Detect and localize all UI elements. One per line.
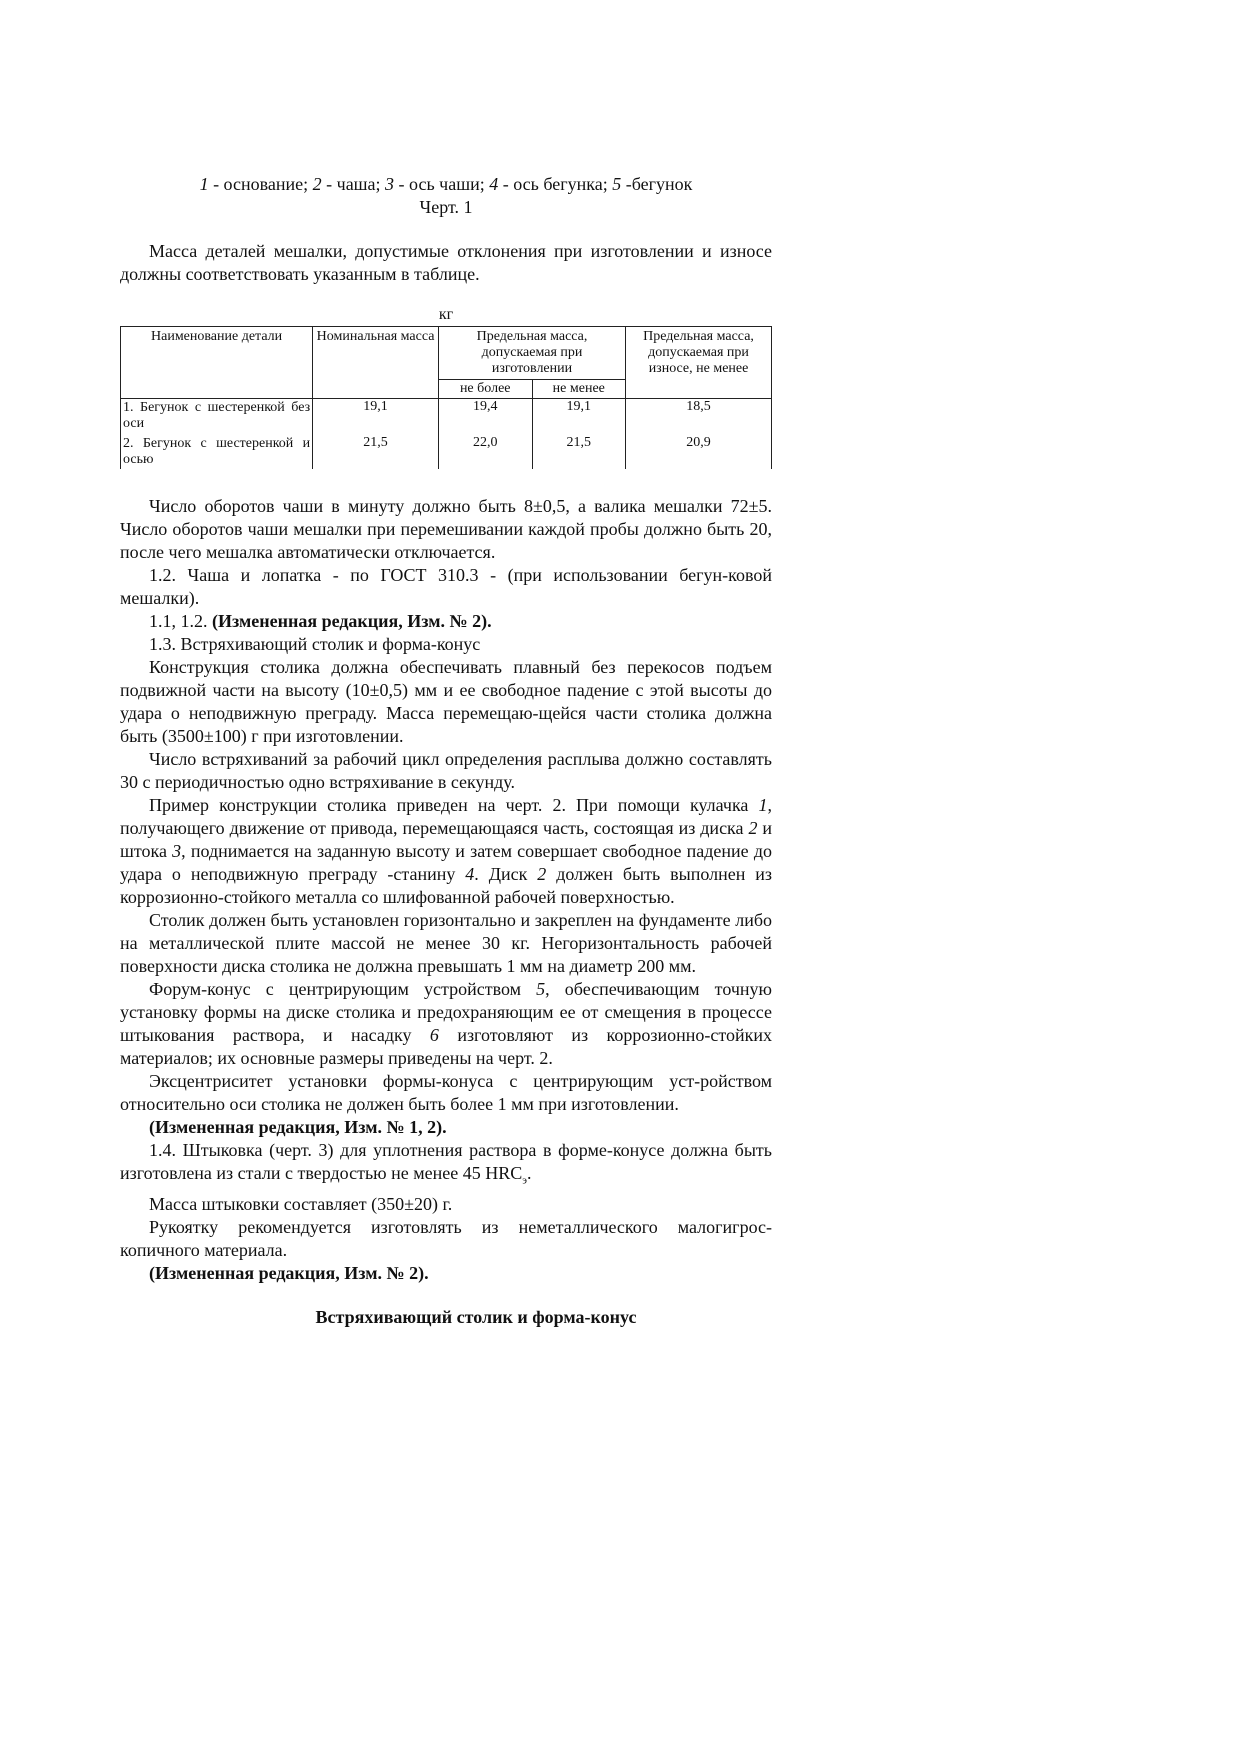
row-min: 19,1: [532, 399, 626, 436]
mass-table: [120, 326, 772, 469]
row-name: 2. Бегунок с шестеренкой и осью: [121, 435, 313, 469]
paragraph-revision-3: [120, 1262, 772, 1285]
text-span: Форум-конус с центрирующим устройством: [149, 979, 537, 999]
row-nominal: 19,1: [313, 399, 439, 436]
paragraph-handle: Рукоятку рекомендуется изготовлять из неметаллического малогигрос-копичного материала.: [120, 1216, 772, 1260]
ref-num: 2: [748, 818, 758, 838]
paragraph-eccentricity: Эксцентриситет установки формы-конуса с центрирующим уст-ройством относительно оси столика не должен быть более 1 мм при изготовлении.: [120, 1071, 772, 1114]
row-wear: 20,9: [626, 435, 772, 469]
caption-text-5: -бегунок: [621, 174, 693, 194]
text-span: , обеспечивающим точную установку формы на диске столика и предохраняющим ее от смещения в процессе штыкования раствора, и насадку: [120, 979, 772, 1045]
row-max: 22,0: [438, 435, 532, 469]
revision-note: (Измененная редакция, Изм. № 1, 2).: [149, 1117, 447, 1137]
paragraph-construction: Конструкция столика должна обеспечивать плавный без перекосов подъем подвижной части на высоту (10±0,5) мм и ее свободное падение с этой высоты до удара о неподвижную преграду. Масса перемещаю-щейся части столика должна быть (3500±100) г при изготовлении.: [120, 657, 772, 746]
ref-num: 2: [537, 864, 547, 884]
row-wear: 18,5: [626, 399, 772, 436]
caption-text-2: - чаша;: [321, 174, 386, 194]
text-span: , получающего движение от привода, перемещающаяся часть, состоящая из диска: [120, 795, 772, 838]
paragraph-rotation: Число оборотов чаши в минуту должно быть 8±0,5, а валика мешалки 72±5. Число оборотов чаши мешалки при перемешивании каждой пробы должно быть 20, после чего мешалка автоматически отключается.: [120, 496, 772, 562]
caption-text-4: - ось бегунка;: [498, 174, 613, 194]
table-row: [121, 399, 772, 436]
ref-num: 3: [172, 841, 182, 861]
revision-note: (Измененная редакция, Изм. № 2).: [149, 1262, 429, 1283]
paragraph-revision-2: [120, 1116, 772, 1139]
figure-label: Черт. 1: [419, 197, 473, 217]
header-wear: Предельная масса, допускаемая при износе, не менее: [626, 327, 772, 399]
ref-num: 1: [758, 795, 768, 815]
caption-text-1: - основание;: [208, 174, 313, 194]
paragraph-1-3: 1.3. Встряхивающий столик и форма-конус: [149, 634, 481, 654]
paragraph-cone: [120, 978, 772, 1070]
text-span: Пример конструкции столика приведен на черт. 2. При помощи кулачка: [149, 795, 759, 815]
row-max: 19,4: [438, 399, 532, 436]
text-span: 1.4. Штыковка (черт. 3) для уплотнения раствора в форме-конусе должна быть изготовлена из стали с твердостью не менее 45 HRC: [120, 1140, 772, 1183]
intro-paragraph: Масса деталей мешалки, допустимые отклонения при изготовлении и износе должны соответствовать указанным в таблице.: [120, 241, 772, 284]
paragraph-mass: Масса штыковки составляет (350±20) г.: [149, 1193, 453, 1214]
row-name: 1. Бегунок с шестеренкой без оси: [121, 399, 313, 436]
caption-num-5: 5: [612, 174, 622, 194]
revision-note: (Измененная редакция, Изм. № 2).: [212, 611, 492, 631]
paragraph-installation: Столик должен быть установлен горизонтально и закреплен на фундаменте либо на металлической плите массой не менее 30 кг. Негоризонтальность рабочей поверхности диска столика не должна превышать 1 мм на диаметр 200 мм.: [120, 910, 772, 976]
table-unit: кг: [438, 306, 454, 323]
text-span: изготовляют из коррозионно-стойких материалов; их основные размеры приведены на черт. 2.: [120, 1025, 773, 1068]
figure-caption: [120, 172, 772, 196]
text-span: и штока: [120, 818, 772, 861]
paragraph-example: [120, 794, 772, 909]
table-row: [121, 435, 772, 469]
caption-num-2: 2: [312, 174, 322, 194]
paragraph-1-2: 1.2. Чаша и лопатка - по ГОСТ 310.3 - (при использовании бегун-ковой мешалки).: [120, 565, 772, 608]
document-page: [120, 172, 772, 1328]
caption-num-3: 3: [385, 174, 395, 194]
text-span: , поднимается на заданную высоту и затем совершает свободное падение до удара о неподвижную преграду -станину: [120, 841, 772, 884]
paragraph-shakes: Число встряхиваний за рабочий цикл определения расплыва должно составлять 30 с периодичностью одно встряхивание в секунду.: [120, 749, 772, 792]
header-nominal: Номинальная масса: [313, 327, 439, 399]
caption-num-1: 1: [199, 174, 209, 194]
text-span: . Диск: [474, 864, 538, 884]
section-heading: Встряхивающий столик и форма-конус: [315, 1306, 637, 1327]
ref-num: 5: [536, 979, 546, 999]
header-name: Наименование детали: [121, 327, 313, 399]
revision-prefix: 1.1, 1.2.: [149, 611, 212, 631]
header-max: не более: [438, 380, 532, 399]
caption-num-4: 4: [489, 174, 499, 194]
text-span: .: [526, 1163, 532, 1183]
row-min: 21,5: [532, 435, 626, 469]
ref-num: 4: [465, 864, 475, 884]
caption-text-3: - ось чаши;: [394, 174, 490, 194]
header-manufacture: Предельная масса, допускаемая при изготовлении: [438, 327, 625, 380]
header-min: не менее: [532, 380, 626, 399]
paragraph-1-4: [120, 1139, 772, 1193]
ref-num: 6: [429, 1025, 439, 1045]
row-nominal: 21,5: [313, 435, 439, 469]
text-span: должен быть выполнен из коррозионно-стойкого металла со шлифованной рабочей поверхностью.: [120, 864, 772, 907]
paragraph-revision-1: [120, 610, 772, 633]
subscript: э: [522, 1174, 527, 1187]
